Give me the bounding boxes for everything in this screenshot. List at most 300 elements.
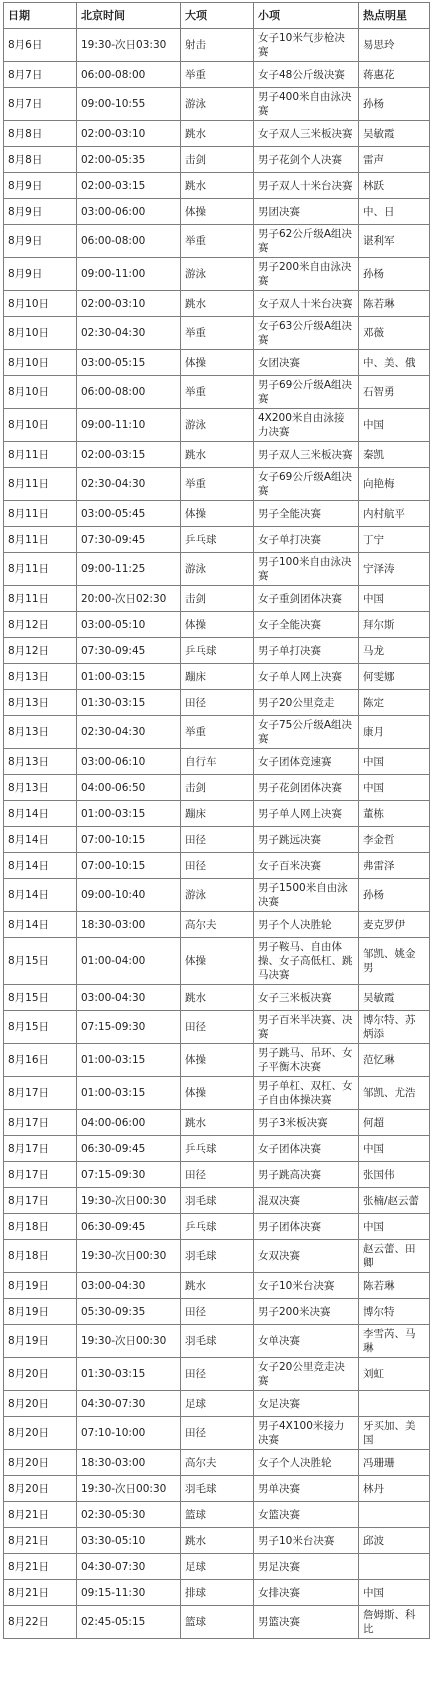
cell-sport: 蹦床 [181,664,254,690]
cell-sport: 击剑 [181,147,254,173]
cell-time: 09:00-11:00 [77,258,181,291]
cell-event: 男子跳马、吊环、女子平衡木决赛 [254,1044,359,1077]
cell-time: 09:15-11:30 [77,1580,181,1606]
cell-date: 8月14日 [4,853,77,879]
cell-sport: 跳水 [181,1528,254,1554]
cell-event: 女子个人决胜轮 [254,1450,359,1476]
cell-stars: 张国伟 [359,1162,430,1188]
cell-stars: 向艳梅 [359,468,430,501]
cell-event: 男足决赛 [254,1554,359,1580]
cell-date: 8月9日 [4,258,77,291]
cell-date: 8月15日 [4,985,77,1011]
cell-sport: 乒乓球 [181,1214,254,1240]
cell-time: 07:30-09:45 [77,638,181,664]
cell-date: 8月14日 [4,801,77,827]
table-row [4,853,430,879]
header-date: 日期 [4,3,77,29]
cell-time: 19:30-次日00:30 [77,1325,181,1358]
cell-event: 男子100米自由泳决赛 [254,553,359,586]
cell-time: 01:00-03:15 [77,1077,181,1110]
cell-event: 男子400米自由泳决赛 [254,88,359,121]
cell-event: 女子重剑团体决赛 [254,586,359,612]
cell-stars: 吴敏霞 [359,121,430,147]
cell-sport: 击剑 [181,586,254,612]
table-row [4,1299,430,1325]
cell-stars: 詹姆斯、科比 [359,1606,430,1639]
cell-time: 02:00-03:10 [77,121,181,147]
table-row [4,879,430,912]
cell-time: 03:00-06:00 [77,199,181,225]
cell-date: 8月10日 [4,409,77,442]
cell-time: 09:00-11:25 [77,553,181,586]
cell-event: 男子单杠、双杠、女子自由体操决赛 [254,1077,359,1110]
cell-event: 女子75公斤级A组决赛 [254,716,359,749]
cell-time: 05:30-09:35 [77,1299,181,1325]
table-row [4,88,430,121]
cell-time: 03:00-04:30 [77,1273,181,1299]
cell-event: 男子10米台决赛 [254,1528,359,1554]
cell-sport: 田径 [181,1358,254,1391]
cell-sport: 篮球 [181,1606,254,1639]
cell-date: 8月11日 [4,553,77,586]
table-row [4,62,430,88]
cell-sport: 跳水 [181,173,254,199]
cell-event: 男子团体决赛 [254,1214,359,1240]
cell-date: 8月16日 [4,1044,77,1077]
cell-date: 8月12日 [4,638,77,664]
cell-stars: 林丹 [359,1476,430,1502]
cell-time: 04:30-07:30 [77,1391,181,1417]
cell-stars: 秦凯 [359,442,430,468]
cell-event: 男子双人三米板决赛 [254,442,359,468]
cell-time: 03:00-06:10 [77,749,181,775]
cell-sport: 跳水 [181,291,254,317]
cell-stars: 雷声 [359,147,430,173]
cell-time: 01:00-03:15 [77,801,181,827]
cell-date: 8月13日 [4,664,77,690]
cell-time: 09:00-10:40 [77,879,181,912]
table-row [4,1528,430,1554]
cell-sport: 跳水 [181,1273,254,1299]
cell-date: 8月13日 [4,749,77,775]
cell-event: 男子3米板决赛 [254,1110,359,1136]
cell-stars: 内村航平 [359,501,430,527]
cell-date: 8月17日 [4,1110,77,1136]
cell-event: 男子4X100米接力决赛 [254,1417,359,1450]
cell-time: 02:00-03:10 [77,291,181,317]
cell-time: 01:30-03:15 [77,690,181,716]
cell-time: 07:00-10:15 [77,827,181,853]
table-row [4,527,430,553]
cell-date: 8月8日 [4,147,77,173]
cell-event: 男子跳高决赛 [254,1162,359,1188]
cell-stars: 中国 [359,586,430,612]
cell-stars: 李金哲 [359,827,430,853]
table-row [4,376,430,409]
cell-event: 男子跳远决赛 [254,827,359,853]
table-row [4,1162,430,1188]
table-row [4,801,430,827]
cell-date: 8月9日 [4,173,77,199]
cell-time: 04:00-06:00 [77,1110,181,1136]
cell-stars: 林跃 [359,173,430,199]
table-row [4,1417,430,1450]
cell-time: 04:00-06:50 [77,775,181,801]
cell-time: 09:00-11:10 [77,409,181,442]
cell-date: 8月19日 [4,1325,77,1358]
cell-date: 8月22日 [4,1606,77,1639]
cell-stars: 中国 [359,749,430,775]
cell-sport: 体操 [181,501,254,527]
table-row [4,612,430,638]
cell-stars: 何超 [359,1110,430,1136]
cell-date: 8月9日 [4,199,77,225]
cell-sport: 体操 [181,199,254,225]
cell-date: 8月11日 [4,442,77,468]
cell-event: 女团决赛 [254,350,359,376]
cell-date: 8月17日 [4,1077,77,1110]
table-row [4,664,430,690]
cell-sport: 举重 [181,716,254,749]
cell-date: 8月20日 [4,1450,77,1476]
table-row [4,1502,430,1528]
cell-date: 8月21日 [4,1554,77,1580]
cell-time: 03:00-04:30 [77,985,181,1011]
cell-sport: 篮球 [181,1502,254,1528]
table-row [4,1077,430,1110]
cell-stars [359,1554,430,1580]
cell-stars: 宁泽涛 [359,553,430,586]
table-row [4,501,430,527]
cell-time: 09:00-10:55 [77,88,181,121]
cell-stars: 易思玲 [359,29,430,62]
cell-time: 20:00-次日02:30 [77,586,181,612]
cell-time: 03:00-05:15 [77,350,181,376]
cell-time: 03:30-05:10 [77,1528,181,1554]
cell-sport: 田径 [181,690,254,716]
cell-stars: 康月 [359,716,430,749]
cell-stars: 蒋惠花 [359,62,430,88]
table-row [4,317,430,350]
cell-stars: 陈若琳 [359,291,430,317]
cell-stars: 何雯娜 [359,664,430,690]
cell-date: 8月7日 [4,88,77,121]
cell-date: 8月10日 [4,376,77,409]
cell-sport: 羽毛球 [181,1476,254,1502]
cell-event: 男子62公斤级A组决赛 [254,225,359,258]
cell-stars: 丁宁 [359,527,430,553]
cell-event: 女子全能决赛 [254,612,359,638]
cell-stars: 范忆琳 [359,1044,430,1077]
cell-sport: 田径 [181,1011,254,1044]
cell-time: 02:45-05:15 [77,1606,181,1639]
cell-stars [359,1502,430,1528]
cell-sport: 跳水 [181,121,254,147]
cell-sport: 田径 [181,827,254,853]
cell-sport: 体操 [181,938,254,985]
cell-stars: 谌利军 [359,225,430,258]
cell-date: 8月21日 [4,1580,77,1606]
cell-date: 8月12日 [4,612,77,638]
cell-stars: 博尔特 [359,1299,430,1325]
cell-time: 07:30-09:45 [77,527,181,553]
table-row [4,985,430,1011]
cell-date: 8月11日 [4,501,77,527]
cell-stars: 石智勇 [359,376,430,409]
cell-event: 女子单打决赛 [254,527,359,553]
cell-time: 18:30-03:00 [77,912,181,938]
cell-sport: 乒乓球 [181,1136,254,1162]
table-row [4,716,430,749]
cell-sport: 排球 [181,1580,254,1606]
cell-date: 8月11日 [4,527,77,553]
cell-date: 8月17日 [4,1162,77,1188]
cell-date: 8月11日 [4,468,77,501]
cell-sport: 游泳 [181,553,254,586]
cell-date: 8月15日 [4,938,77,985]
cell-event: 男子单人网上决赛 [254,801,359,827]
cell-sport: 足球 [181,1554,254,1580]
cell-stars [359,1391,430,1417]
cell-time: 06:00-08:00 [77,225,181,258]
cell-time: 02:30-04:30 [77,468,181,501]
cell-event: 混双决赛 [254,1188,359,1214]
cell-stars: 赵云蕾、田卿 [359,1240,430,1273]
cell-event: 女子69公斤级A组决赛 [254,468,359,501]
cell-date: 8月11日 [4,586,77,612]
cell-time: 01:30-03:15 [77,1358,181,1391]
table-row [4,1325,430,1358]
cell-time: 07:15-09:30 [77,1011,181,1044]
table-row [4,912,430,938]
cell-sport: 蹦床 [181,801,254,827]
header-stars: 热点明星 [359,3,430,29]
table-row [4,291,430,317]
table-row [4,199,430,225]
cell-date: 8月14日 [4,879,77,912]
cell-sport: 举重 [181,376,254,409]
cell-event: 女子20公里竞走决赛 [254,1358,359,1391]
table-row [4,1214,430,1240]
cell-sport: 田径 [181,853,254,879]
cell-event: 男子双人十米台决赛 [254,173,359,199]
cell-event: 男子花剑团体决赛 [254,775,359,801]
cell-stars: 中、日 [359,199,430,225]
table-row [4,225,430,258]
cell-date: 8月18日 [4,1214,77,1240]
cell-sport: 跳水 [181,442,254,468]
cell-event: 女子63公斤级A组决赛 [254,317,359,350]
table-row [4,1450,430,1476]
cell-stars: 麦克罗伊 [359,912,430,938]
cell-date: 8月10日 [4,291,77,317]
cell-sport: 羽毛球 [181,1188,254,1214]
schedule-table [3,2,430,1639]
cell-event: 女子单人网上决赛 [254,664,359,690]
cell-stars: 中国 [359,409,430,442]
cell-date: 8月10日 [4,350,77,376]
cell-stars: 邓薇 [359,317,430,350]
table-row [4,690,430,716]
table-row [4,1110,430,1136]
cell-date: 8月17日 [4,1188,77,1214]
cell-event: 女足决赛 [254,1391,359,1417]
cell-event: 女排决赛 [254,1580,359,1606]
cell-time: 02:30-04:30 [77,317,181,350]
table-row [4,1044,430,1077]
cell-time: 03:00-05:45 [77,501,181,527]
cell-event: 女双决赛 [254,1240,359,1273]
cell-sport: 游泳 [181,258,254,291]
cell-event: 女子双人三米板决赛 [254,121,359,147]
cell-date: 8月19日 [4,1273,77,1299]
table-row [4,1554,430,1580]
table-row [4,938,430,985]
cell-sport: 跳水 [181,1110,254,1136]
cell-sport: 乒乓球 [181,638,254,664]
cell-event: 女子双人十米台决赛 [254,291,359,317]
cell-time: 02:00-03:15 [77,442,181,468]
cell-stars: 张楠/赵云蕾 [359,1188,430,1214]
table-row [4,409,430,442]
cell-sport: 体操 [181,612,254,638]
cell-date: 8月14日 [4,827,77,853]
header-row [4,3,430,29]
cell-event: 男单决赛 [254,1476,359,1502]
table-row [4,1188,430,1214]
cell-event: 女篮决赛 [254,1502,359,1528]
cell-sport: 田径 [181,1299,254,1325]
cell-time: 19:30-次日00:30 [77,1188,181,1214]
cell-event: 男子200米自由泳决赛 [254,258,359,291]
table-row [4,1240,430,1273]
cell-sport: 举重 [181,317,254,350]
header-sport: 大项 [181,3,254,29]
cell-event: 女子10米台决赛 [254,1273,359,1299]
table-row [4,147,430,173]
cell-time: 02:30-04:30 [77,716,181,749]
cell-stars: 孙杨 [359,879,430,912]
table-row [4,827,430,853]
cell-sport: 乒乓球 [181,527,254,553]
cell-sport: 射击 [181,29,254,62]
cell-sport: 自行车 [181,749,254,775]
cell-sport: 举重 [181,468,254,501]
cell-sport: 体操 [181,350,254,376]
cell-time: 07:10-10:00 [77,1417,181,1450]
cell-stars: 中、美、俄 [359,350,430,376]
cell-stars: 弗雷泽 [359,853,430,879]
cell-event: 男子单打决赛 [254,638,359,664]
cell-sport: 羽毛球 [181,1325,254,1358]
cell-date: 8月10日 [4,317,77,350]
cell-event: 男子百米半决赛、决赛 [254,1011,359,1044]
cell-sport: 体操 [181,1044,254,1077]
cell-stars: 陈定 [359,690,430,716]
cell-time: 03:00-05:10 [77,612,181,638]
cell-sport: 高尔夫 [181,1450,254,1476]
cell-time: 01:00-04:00 [77,938,181,985]
cell-time: 02:30-05:30 [77,1502,181,1528]
cell-date: 8月20日 [4,1417,77,1450]
cell-stars: 董栋 [359,801,430,827]
cell-date: 8月13日 [4,775,77,801]
cell-stars: 马龙 [359,638,430,664]
cell-stars: 刘虹 [359,1358,430,1391]
table-row [4,1273,430,1299]
cell-event: 女子团体竞速赛 [254,749,359,775]
cell-sport: 举重 [181,62,254,88]
cell-event: 男子花剑个人决赛 [254,147,359,173]
table-row [4,1580,430,1606]
cell-time: 19:30-次日03:30 [77,29,181,62]
cell-date: 8月21日 [4,1528,77,1554]
cell-date: 8月20日 [4,1358,77,1391]
cell-date: 8月13日 [4,690,77,716]
cell-stars: 中国 [359,1136,430,1162]
cell-stars: 博尔特、苏炳添 [359,1011,430,1044]
table-row [4,775,430,801]
header-event: 小项 [254,3,359,29]
cell-event: 男团决赛 [254,199,359,225]
cell-date: 8月13日 [4,716,77,749]
table-row [4,586,430,612]
table-row [4,1606,430,1639]
cell-time: 06:30-09:45 [77,1136,181,1162]
table-row [4,1476,430,1502]
cell-stars: 陈若琳 [359,1273,430,1299]
cell-stars: 中国 [359,1580,430,1606]
cell-sport: 举重 [181,225,254,258]
cell-event: 男子1500米自由泳决赛 [254,879,359,912]
table-row [4,350,430,376]
schedule-rows [4,29,430,1639]
cell-date: 8月6日 [4,29,77,62]
cell-event: 男篮决赛 [254,1606,359,1639]
cell-stars: 邹凯、尤浩 [359,1077,430,1110]
cell-date: 8月21日 [4,1502,77,1528]
cell-time: 06:00-08:00 [77,62,181,88]
cell-sport: 田径 [181,1162,254,1188]
table-row [4,1136,430,1162]
cell-sport: 高尔夫 [181,912,254,938]
cell-sport: 击剑 [181,775,254,801]
cell-stars: 李雪芮、马琳 [359,1325,430,1358]
cell-date: 8月15日 [4,1011,77,1044]
cell-stars: 牙买加、美国 [359,1417,430,1450]
cell-time: 01:00-03:15 [77,664,181,690]
cell-sport: 田径 [181,1417,254,1450]
cell-date: 8月17日 [4,1136,77,1162]
cell-sport: 游泳 [181,88,254,121]
cell-sport: 羽毛球 [181,1240,254,1273]
cell-date: 8月20日 [4,1476,77,1502]
cell-event: 女子团体决赛 [254,1136,359,1162]
cell-time: 18:30-03:00 [77,1450,181,1476]
cell-stars: 孙杨 [359,88,430,121]
cell-date: 8月8日 [4,121,77,147]
table-row [4,553,430,586]
cell-stars: 孙杨 [359,258,430,291]
table-row [4,258,430,291]
cell-date: 8月18日 [4,1240,77,1273]
cell-sport: 体操 [181,1077,254,1110]
cell-date: 8月20日 [4,1391,77,1417]
table-row [4,1391,430,1417]
cell-time: 19:30-次日00:30 [77,1240,181,1273]
cell-stars: 邹凯、姚金男 [359,938,430,985]
cell-event: 女子百米决赛 [254,853,359,879]
